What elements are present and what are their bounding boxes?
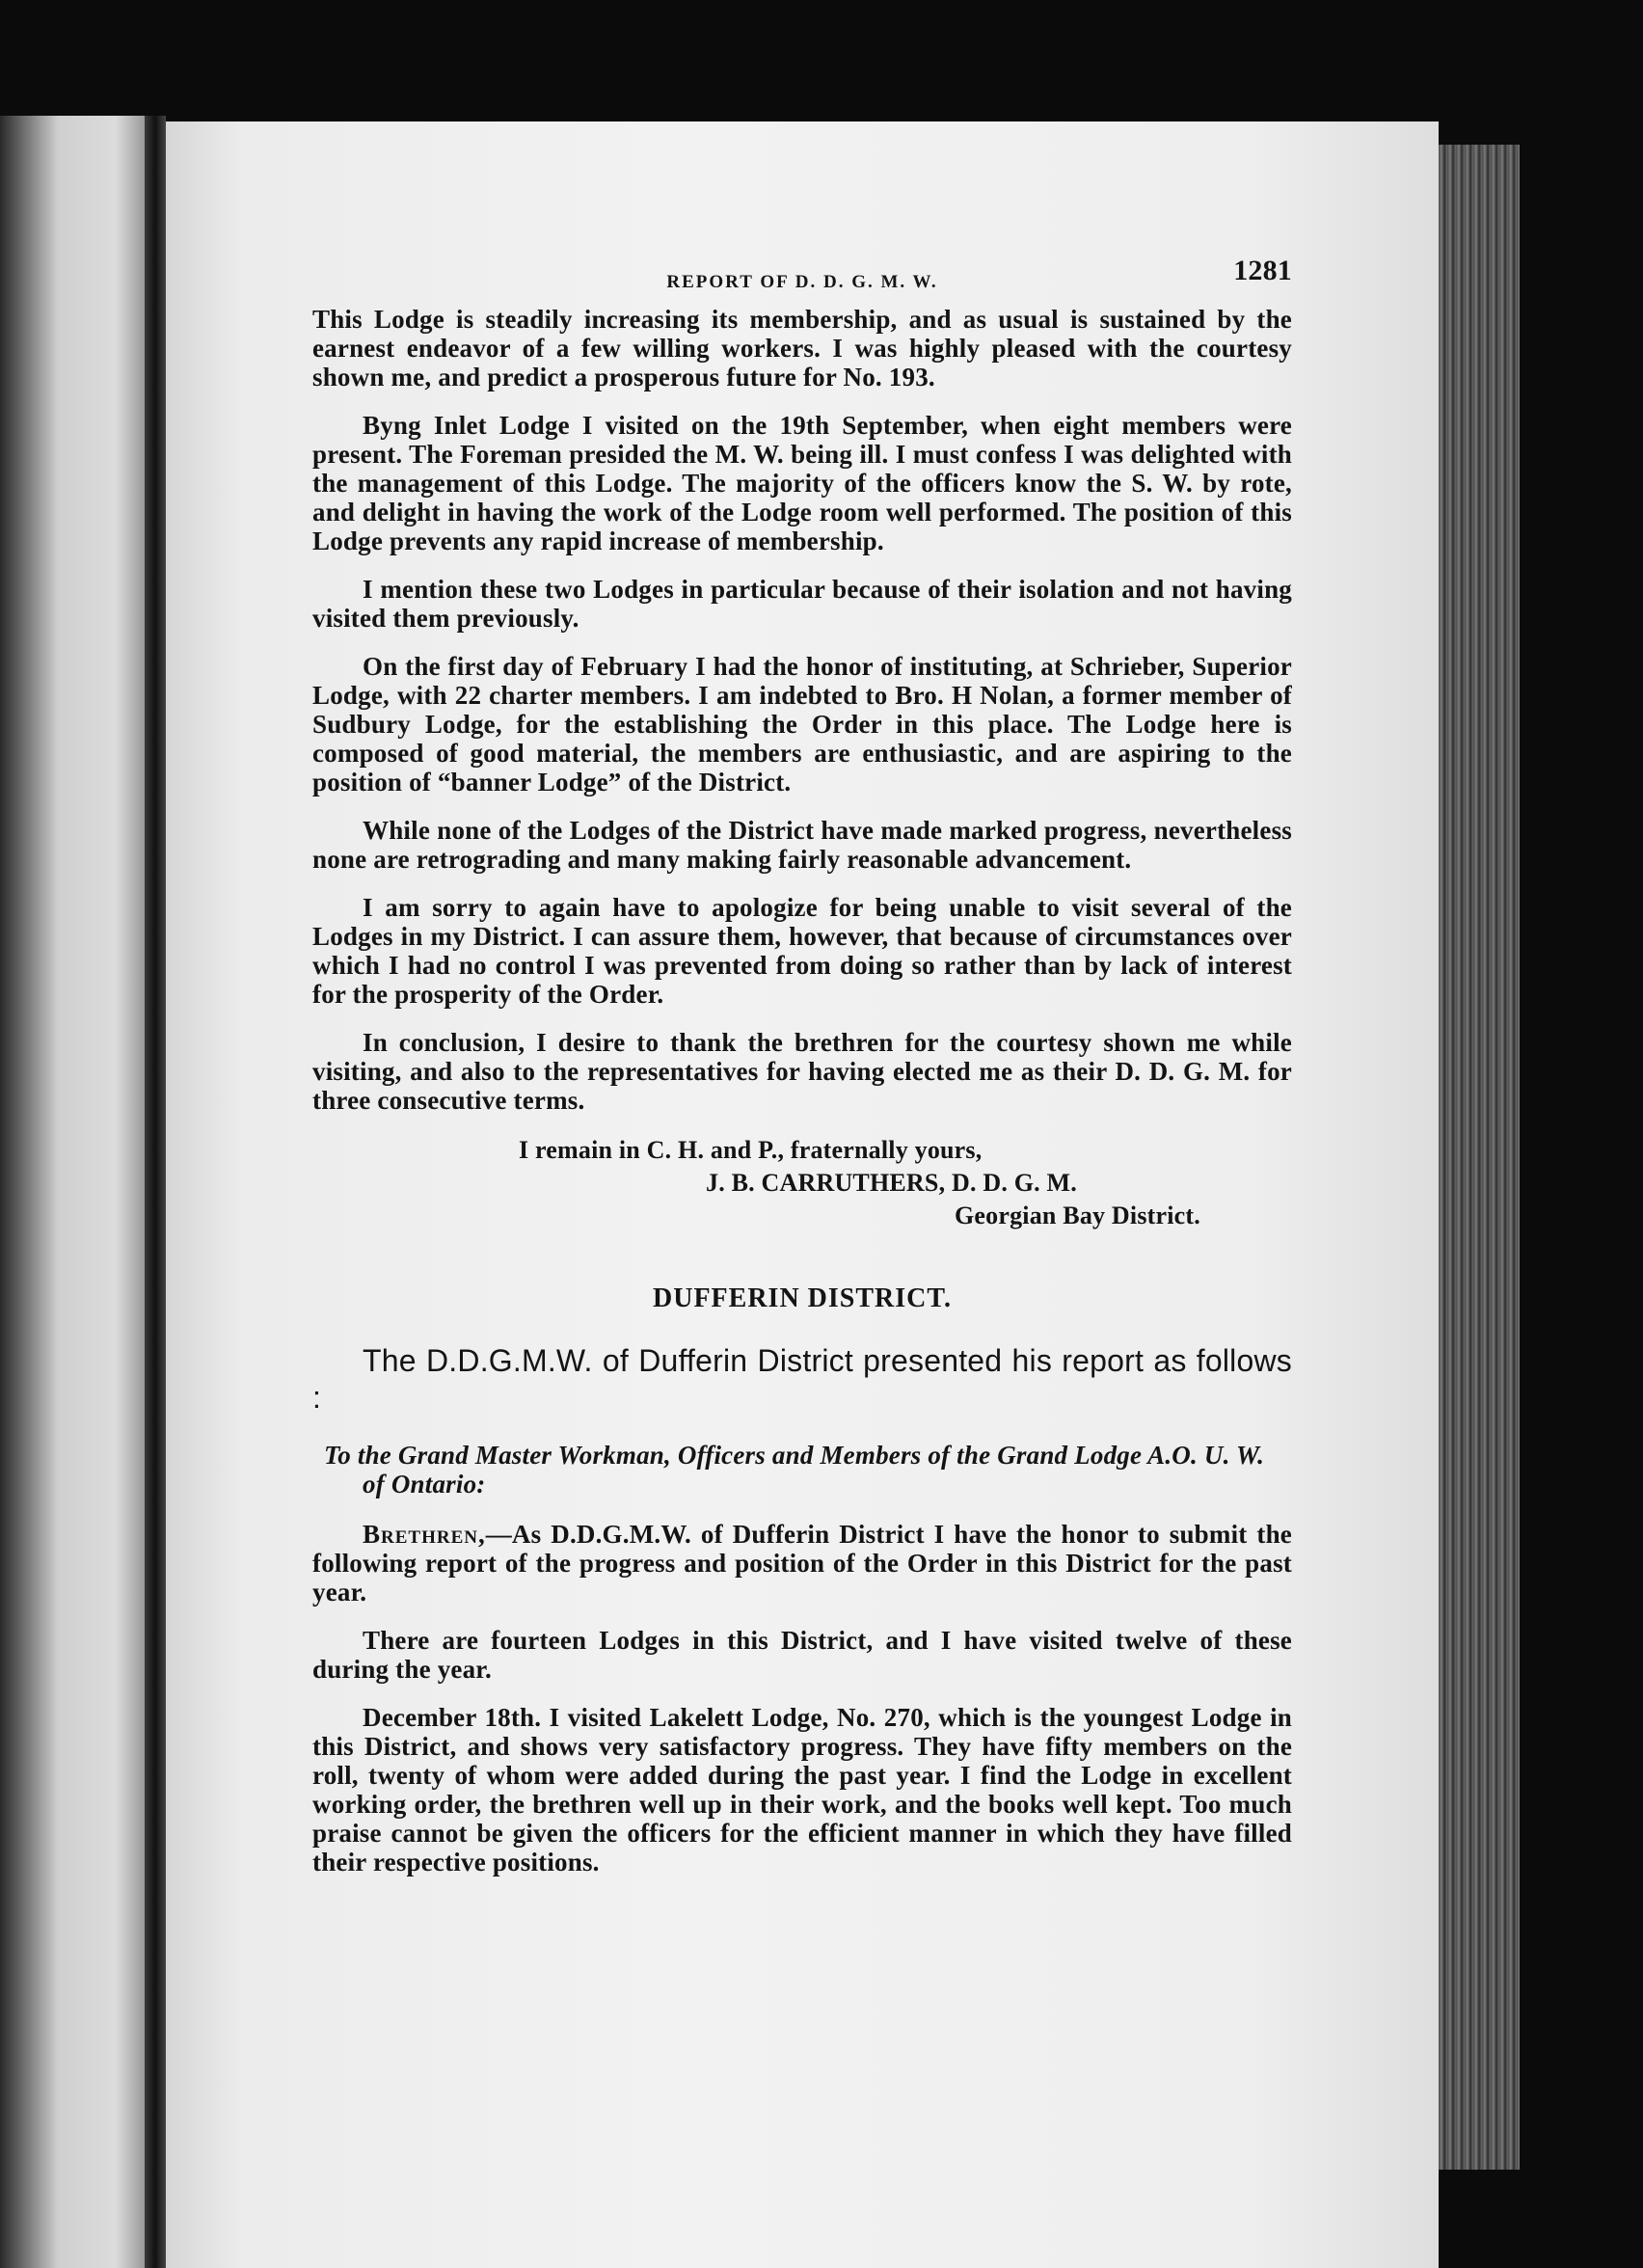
report-address: To the Grand Master Workman, Officers and Members of the Grand Lodge A.O. U. W. of Ontario:	[324, 1441, 1265, 1498]
page-number: 1281	[1233, 255, 1292, 286]
salutation: Brethren,	[363, 1520, 486, 1549]
salutation-text: —As D.D.G.M.W. of Dufferin District I have the honor to submit the following report of the progress and position of the Order in this District for the past year.	[312, 1520, 1292, 1606]
paragraph: While none of the Lodges of the District have made marked progress, nevertheless none are retrograding and many making fairly reasonable advancement.	[312, 816, 1292, 874]
running-title: REPORT OF D. D. G. M. W.	[666, 272, 938, 292]
paragraph: Byng Inlet Lodge I visited on the 19th September, when eight members were present. The Foreman presided the M. W. being ill. I must confess I was delighted with the management of this Lodge. The majority of the officers know the S. W. by rote, and delight in having the work of the Lodge room well performed. The position of this Lodge prevents any rapid increase of membership.	[312, 411, 1292, 555]
paragraph: There are fourteen Lodges in this District, and I have visited twelve of these during the year.	[312, 1626, 1292, 1684]
page-content	[312, 256, 1292, 1896]
closing-line: I remain in C. H. and P., fraternally yours,	[519, 1136, 983, 1164]
running-head	[312, 256, 1292, 305]
paragraph: I mention these two Lodges in particular because of their isolation and not having visited them previously.	[312, 575, 1292, 633]
signature: J. B. CARRUTHERS, D. D. G. M.	[706, 1169, 1077, 1197]
paragraph: I am sorry to again have to apologize for being unable to visit several of the Lodges in my District. I can assure them, however, that because of circumstances over which I had no control I was prevented from doing so rather than by lack of interest for the prosperity of the Order.	[312, 893, 1292, 1009]
paragraph: In conclusion, I desire to thank the brethren for the courtesy shown me while visiting, and also to the representatives for having elected me as their D. D. G. M. for three consecutive terms.	[312, 1028, 1292, 1115]
letter-closing	[312, 1134, 1292, 1232]
report-intro: The D.D.G.M.W. of Dufferin District presented his report as follows :	[312, 1343, 1292, 1415]
facing-page-edge	[0, 116, 145, 2268]
section-heading: DUFFERIN DISTRICT.	[653, 1283, 952, 1313]
signature-district: Georgian Bay District.	[955, 1202, 1200, 1229]
paragraph: This Lodge is steadily increasing its membership, and as usual is sustained by the earnest endeavor of a few willing workers. I was highly pleased with the courtesy shown me, and predict a prosperous future for No. 193.	[312, 305, 1292, 392]
paragraph: December 18th. I visited Lakelett Lodge, No. 270, which is the youngest Lodge in this District, and shows very satisfactory progress. They have fifty members on the roll, twenty of whom were added during the past year. I find the Lodge in excellent working order, the brethren well up in their work, and the books well kept. Too much praise cannot be given the officers for the efficient manner in which they have filled their respective positions.	[312, 1703, 1292, 1876]
salutation-paragraph	[312, 1520, 1292, 1606]
paragraph: On the first day of February I had the honor of instituting, at Schrieber, Superior Lodge, with 22 charter members. I am indebted to Bro. H Nolan, a former member of Sudbury Lodge, for the establishing the Order in this place. The Lodge here is composed of good material, the members are enthusiastic, and are aspiring to the position of “banner Lodge” of the District.	[312, 652, 1292, 796]
book-gutter	[145, 116, 166, 2268]
page-stack-edge	[1439, 145, 1520, 2170]
book-page	[166, 122, 1439, 2268]
